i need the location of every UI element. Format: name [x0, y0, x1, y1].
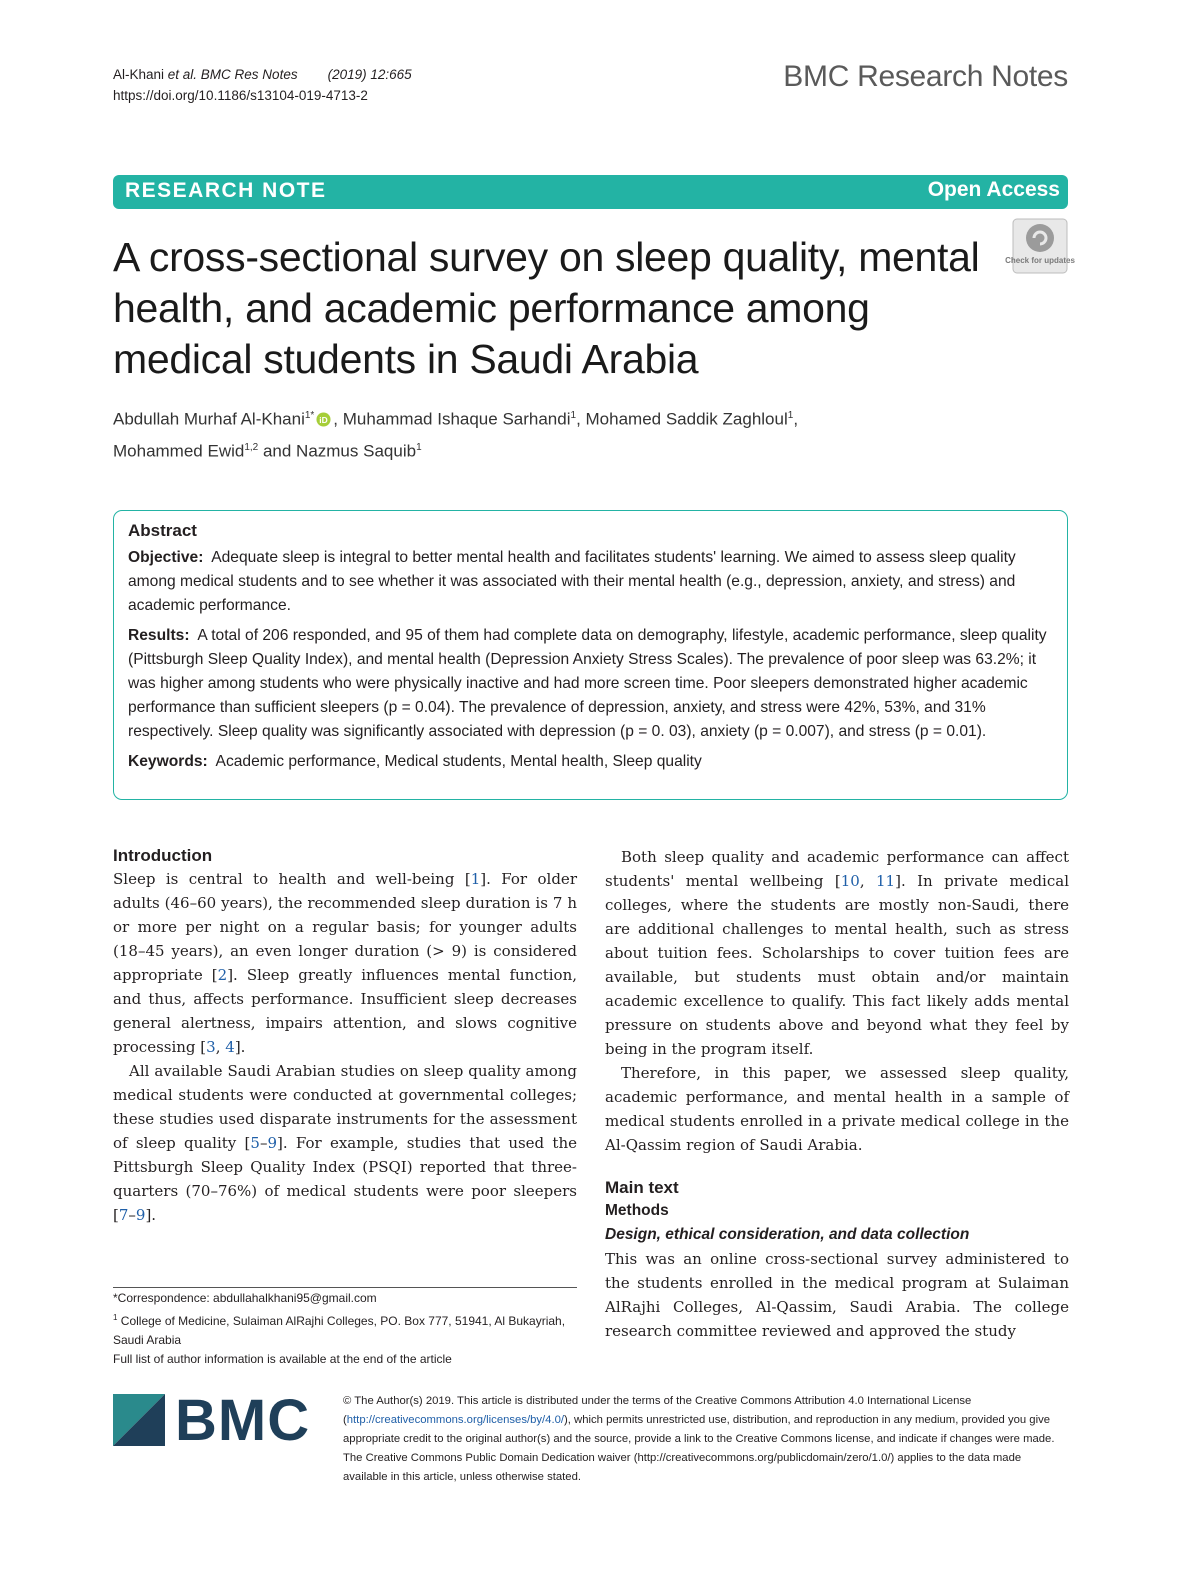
orcid-icon[interactable]	[316, 412, 331, 427]
results-label: Results:	[128, 627, 190, 644]
author-name[interactable]: Abdullah Murhaf Al-Khani	[113, 409, 305, 429]
results-text: A total of 206 responded, and 95 of them had complete data on demography, lifestyle, academic performance, sleep quality (Pittsburgh Sleep Quality Index), and mental health (Depression Anxiety Stress Scales). The prevalence of poor sleep was 63.2%; it was higher among students who were physically inactive and had more screen time. Poor sleepers demonstrated higher academic performance than sufficient sleepers (p = 0.04). The prevalence of depression, anxiety, and stress were 42%, 53%, and 31% respectively. Sleep quality was significantly associated with depression (p = 0. 03), anxiety (p = 0.007), and stress (p = 0.01).	[128, 627, 1047, 740]
intro-paragraph-2	[113, 1059, 577, 1227]
citation-link[interactable]: 9	[135, 1206, 146, 1224]
right-column	[605, 845, 1069, 1343]
check-badge-text: Check for updates	[1005, 256, 1075, 265]
article-title: A cross-sectional survey on sleep quality, mental health, and academic performance among medical students in Saudi Arabia	[113, 234, 980, 382]
keywords-text: Academic performance, Medical students, Mental health, Sleep quality	[215, 753, 702, 770]
text-run: ,	[859, 872, 877, 890]
open-access-label: Open Access	[927, 178, 1060, 201]
abstract-keywords	[128, 750, 1053, 774]
citation-link[interactable]: 9	[267, 1134, 277, 1152]
text-run: ]. Sleep greatly influences mental function, and thus, affects performance. Insufficient sleep decreases general alertness, impairs attention, and slows cognitive processing [	[113, 966, 577, 1056]
keywords-label: Keywords:	[128, 753, 208, 770]
text-run: ]. For older adults (46–60 years), the recommended sleep duration is 7 h or more per night on a regular basis; for younger adults (18–45 years), an even longer duration (> 9) is considered appropriate [	[113, 870, 577, 984]
abstract-results	[128, 624, 1053, 744]
author-affiliation-sup: 1*	[304, 410, 315, 421]
objective-text: Adequate sleep is integral to better mental health and facilitates students' learning. We aimed to assess sleep quality among medical students and to see whether it was associated with their mental health (e.g., depression, anxiety, and stress) and academic performance.	[128, 549, 1016, 614]
license-text	[343, 1392, 1068, 1487]
author-affiliation-sup: 1	[416, 441, 422, 453]
abstract-objective	[128, 546, 1053, 618]
citation-link[interactable]: 1	[470, 870, 481, 888]
abstract-box	[113, 510, 1068, 800]
intro-paragraph-3	[605, 845, 1069, 1061]
abstract-heading: Abstract	[128, 521, 197, 540]
text-run: ), which permits unrestricted use, distribution, and reproduction in any medium, provided you give appropriate credit to the original author(s) and the source, provide a link to the Creative Commons license, and indicate if changes were made. The Creative Commons Public Domain Dedication waiver (http://creativecommons.org/publicdomain/zero/1.0/) applies to the data made available in this article, unless otherwise stated.	[343, 1414, 1055, 1483]
license-link[interactable]: http://creativecommons.org/licenses/by/4.0/	[346, 1414, 565, 1426]
article-type-banner	[113, 175, 1068, 209]
footnotes	[113, 1287, 577, 1369]
author-affiliation-sup: 1	[570, 410, 577, 421]
author-separator: ,	[793, 409, 799, 429]
citation-journal: et al. BMC Res Notes	[164, 67, 298, 82]
author-info-note: Full list of author information is available at the end of the article	[113, 1352, 452, 1366]
doi-link[interactable]: https://doi.org/10.1186/s13104-019-4713-2	[113, 88, 368, 103]
check-for-updates-icon[interactable]	[1005, 218, 1075, 274]
citation-link[interactable]: 4	[225, 1038, 235, 1056]
citation-authors: Al-Khani	[113, 67, 165, 82]
citation-link[interactable]: 10	[840, 872, 860, 890]
introduction-heading: Introduction	[113, 846, 213, 865]
text-run: ]. For example, studies that used the Pittsburgh Sleep Quality Index (PSQI) reported that three-quarters (70–76%) of medical students were poor sleepers [	[113, 1134, 577, 1224]
methods-paragraph-1: This was an online cross-sectional survey administered to the students enrolled in the medical program at Sulaiman AlRajhi Colleges, Al-Qassim, Saudi Arabia. The college research committee reviewed and approved the study	[605, 1250, 1069, 1340]
main-text-heading: Main text	[605, 1178, 679, 1197]
author-name[interactable]: , Muhammad Ishaque Sarhandi	[333, 409, 571, 429]
intro-paragraph-4: Therefore, in this paper, we assessed sleep quality, academic performance, and mental health in a sample of medical students enrolled in a private medical college in the Al-Qassim region of Saudi Arabia.	[605, 1064, 1069, 1154]
author-name[interactable]: , Mohamed Saddik Zaghloul	[576, 409, 788, 429]
bmc-logo-text: BMC	[175, 1388, 311, 1453]
text-run: © The Author(s) 2019. This article is distributed under the terms of the Creative Commons Attribution 4.0 International License (	[343, 1395, 972, 1426]
citation-link[interactable]: 3	[206, 1038, 216, 1056]
text-run: Both sleep quality and academic performance can affect students' mental wellbeing [	[605, 848, 1069, 890]
citation-year: (2019) 12:665	[327, 67, 412, 82]
text-run: ]. In private medical colleges, where the students are mostly non-Saudi, there are additional challenges to mental health, such as stress about tuition fees. Scholarships to cover tuition fees are available, but students must obtain and/or maintain academic excellence to qualify. This fact likely adds mental pressure on students above and beyond what they feel by being in the program itself.	[605, 872, 1069, 1058]
text-run: –	[259, 1134, 268, 1152]
author-list	[113, 402, 993, 465]
design-heading: Design, ethical consideration, and data collection	[605, 1226, 970, 1243]
citation	[113, 64, 412, 106]
author-name[interactable]: and Nazmus Saquib	[258, 441, 417, 461]
text-run: Sleep is central to health and well-being [	[113, 870, 471, 888]
text-run: All available Saudi Arabian studies on sleep quality among medical students were conducted at governmental colleges; these studies used disparate instruments for the assessment of sleep quality [	[113, 1062, 577, 1152]
svg-text:iD: iD	[319, 414, 329, 425]
intro-paragraph-1	[113, 867, 577, 1059]
bmc-logo	[113, 1388, 328, 1453]
text-run: –	[128, 1206, 136, 1224]
correspondence-note: *Correspondence: abdullahalkhani95@gmail.com	[113, 1291, 377, 1305]
objective-label: Objective:	[128, 549, 204, 566]
affiliation-sup: 1	[113, 1313, 118, 1322]
left-column	[113, 845, 577, 1227]
citation-link[interactable]: 2	[217, 966, 228, 984]
author-affiliation-sup: 1,2	[244, 441, 259, 453]
author-name[interactable]: Mohammed Ewid	[113, 441, 245, 461]
citation-link[interactable]: 7	[118, 1206, 129, 1224]
citation-link[interactable]: 5	[250, 1134, 260, 1152]
journal-name: BMC Research Notes	[783, 60, 1068, 93]
text-run: ].	[145, 1206, 157, 1224]
text-run: ].	[234, 1038, 246, 1056]
citation-link[interactable]: 11	[876, 872, 896, 890]
affiliation-note	[113, 1308, 577, 1350]
affiliation-text: College of Medicine, Sulaiman AlRajhi Colleges, PO. Box 777, 51941, Al Bukayriah, Saudi Arabia	[113, 1314, 566, 1347]
article-type-label: RESEARCH NOTE	[125, 179, 327, 202]
text-run: ,	[215, 1038, 226, 1056]
author-affiliation-sup: 1	[787, 410, 794, 421]
methods-heading: Methods	[605, 1202, 669, 1219]
